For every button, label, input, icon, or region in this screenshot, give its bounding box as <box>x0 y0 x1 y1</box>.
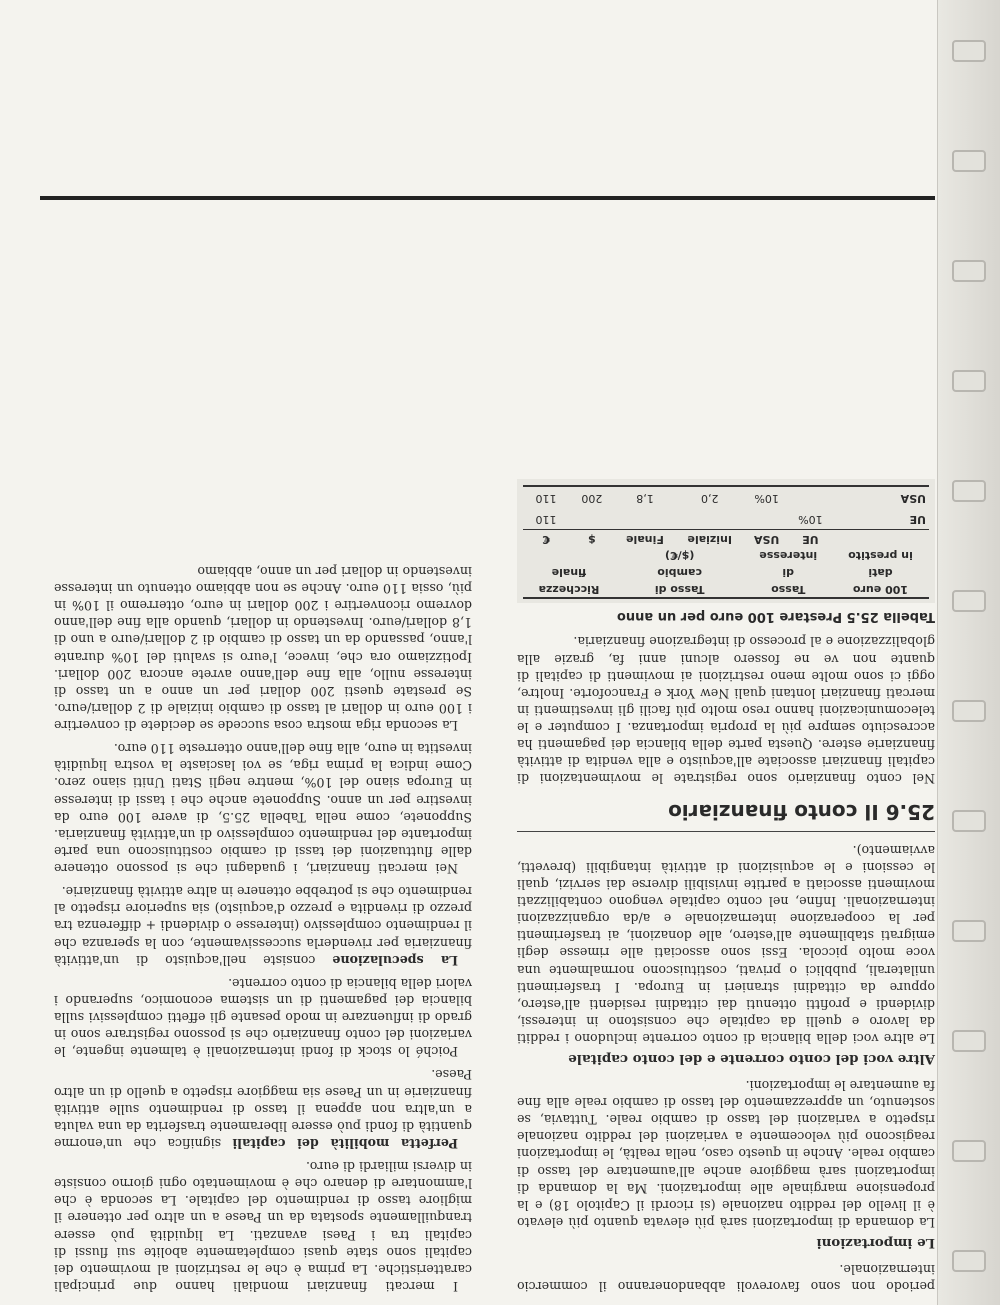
binder-hole <box>952 150 986 172</box>
table-header: finale <box>551 566 587 579</box>
right-column <box>54 557 472 1295</box>
binder-hole <box>952 480 986 502</box>
table-header: di <box>782 566 795 579</box>
paragraph-top-left: periodo non sono favorevoli abbandoneranno il commercio internazionale. <box>517 1261 935 1294</box>
binder-hole <box>952 920 986 942</box>
paragraph-perfetta-mobilita <box>54 1066 472 1152</box>
table-subheader: USA <box>744 530 788 547</box>
table-header: Tasso di <box>615 580 745 598</box>
binder-hole <box>952 1030 986 1052</box>
paragraph-speculazione <box>54 883 472 969</box>
definition-text: consiste nell'acquisto di un'attività finanziaria per rivenderla successivamente, con la speranza che il rendimento complessivo (interesse o dividendi + differenza tra prezzo di rivendita e prezzo d'acquisto) sia superiore rispetto al rendimento che si potrebbe ottenere in altre attività finanziarie. <box>54 884 472 968</box>
table-cell <box>675 508 744 529</box>
table-cell <box>789 486 832 508</box>
table-cell: 10% <box>798 513 823 527</box>
table-cell <box>569 508 615 529</box>
table-cell: 200 <box>569 486 615 508</box>
table-subheader <box>832 530 929 547</box>
rotated-book-page <box>40 10 935 1295</box>
paragraph-poiche: Poiché lo stock di fondi internazionali è talmente ingente, le variazioni del conto finanziario che si possono registrare sono in grado di influenzare in modo pesante gli effetti complessivi sulla bilancia dei pagamenti di un sistema economico, superando i valori della bilancia di conto corrente. <box>54 975 472 1060</box>
table-row <box>523 508 929 529</box>
paragraph-altre-voci: Le altre voci della bilancia di conto corrente includono i redditi da lavoro e quelli da capitale che consistono in interessi, dividendi e profitti ottenuti dai cittadini residenti all'estero, oppure da cittadini stranieri in Europa. I trasferimenti unilaterali, pubblici o privati, costituiscono normalmente una voce molto piccola. Essi sono associati alle rimesse degli emigrati stabilmente all'estero, alle donazioni, ai trasferimenti per la cooperazione internazionale e a/da organizzazioni internazionali. Infine, nel conto capitale vengono contabilizzati movimenti associati a partite invisibili diverse dai servizi, quali le cessioni e le acquisizioni di attività intangibili (brevetti, avviamento). <box>517 842 935 1047</box>
binder-hole <box>952 370 986 392</box>
paragraph-mercati-mondiali: I mercati finanziari mondiali hanno due principali caratteristiche. La prima è che le restrizioni al movimento dei capitali sono state quasi completamente abolite sui flussi di capitali tra i Paesi avanzati. La liquidità può essere tranquillamente spostata da un Paese a un altro per ottenere il migliore tasso di rendimento del capitale. La seconda è che l'ammontare di denaro che è movimentato ogni giorno consiste in diversi miliardi di euro. <box>54 1159 472 1294</box>
table-title: Tabella 25.5 Prestare 100 euro per un anno <box>616 609 935 625</box>
term-perfetta-mobilita: Perfetta mobilità dei capitali <box>232 1136 458 1151</box>
heading-conto-finanziario: 25.6 Il conto finanziario <box>668 799 935 824</box>
table-header: interesse <box>759 549 818 563</box>
table-header: Ricchezza <box>523 580 615 598</box>
binder-hole <box>952 700 986 722</box>
paragraph-mercati-finanziari: Nei mercati finanziari, i guadagni che si possono ottenere dalle fluttuazioni dei tassi di cambio costituiscono una parte importante del rendimento complessivo di un'attività finanziaria. Supponete, come nella Tabella 25.5, di avere 100 euro da investire per un anno. Supponete anche che i tassi di interesse in Europa siano del 10%, mentre negli Stati Uniti siano zero. Come indica la prima riga, se voi lasciaste la vostra liquidità investita in euro, alla fine dell'anno otterreste 110 euro. <box>54 741 472 877</box>
table-cell: 10% <box>744 486 788 508</box>
lending-table <box>523 485 929 598</box>
paragraph-importazioni: La domanda di importazioni sarà più elevata quanto più elevato è il livello del reddito nazionale (si ricordi il Capitolo 18) e la propensione marginale alle importazioni. Ma la domanda di importazioni sarà maggiore anche all'aumentare del tasso di cambio reale. Anche in questo caso, nella realtà, le importazioni reagiscono più velocemente a variazioni del reddito nazionale rispetto a variazioni del tasso di cambio reale. Tuttavia, se sostenuto, un apprezzamento del tasso di cambio reale alla fine fa aumentare le importazioni. <box>517 1078 935 1230</box>
paragraph-conto-finanziario: Nel conto finanziario sono registrate le movimentazioni di capitali finanziari associate all'acquisto e alla vendita di attività finanziarie estere. Questa parte della bilancia dei pagamenti ha accresciuto sempre più la propria importanza. I computer e le telecomunicazioni hanno reso molto più facili gli investimenti in mercati finanziari lontani quali New York e Francoforte. Inoltre, oggi ci sono molte meno restrizioni ai movimenti di capitali di quante non ve ne fossero alcuni anni fa, grazie alla globalizzazione e al processo di integrazione finanziaria. <box>517 634 935 787</box>
definition-text: significa che un'enorme quantità di fondi può essere liberamente trasferita da una valuta a un'altra non appena il tasso di rendimento sulle attività finanziarie in un Paese sia maggiore rispetto a quello di un altro Paese. <box>54 1067 472 1151</box>
table-subheader: UE <box>789 530 832 547</box>
table-header: 100 euro <box>832 580 929 598</box>
table-subheader: $ <box>569 530 615 547</box>
paragraph-seconda-riga: La seconda riga mostra cosa succede se decidete di convertire i 100 euro in dollari al tasso di cambio iniziale di 2 dollari/euro. Se prestate questi 200 dollari per un anno a un tasso di interesse nullo, alla fine dell'anno avrete ancora 200 dollari. Ipotizziamo ora che, invece, l'euro si svaluti del 10% durante l'anno, passando da un tasso di cambio di 2 dollari/euro a uno di 1,8 dollari/euro. Investendo in dollari, quando alla fine dell'anno dovremo riconvertire i 200 dollari in euro, otterremo il 10% in più, ossia 110 euro. Anche se non abbiamo ottenuto un interesse investendo in dollari per un anno, abbiamo <box>54 564 472 734</box>
heading-altre-voci: Altre voci del conto corrente e del conto capitale <box>568 1050 935 1067</box>
term-speculazione: La speculazione <box>332 952 458 968</box>
binder-edge <box>937 0 1000 1305</box>
section-rule <box>517 831 935 832</box>
table-header: dati <box>868 566 893 579</box>
binder-hole <box>952 260 986 282</box>
left-column <box>517 479 935 1295</box>
table-header: ($/€) <box>664 549 695 563</box>
table-cell: 1,8 <box>615 486 675 508</box>
table-box <box>517 479 935 602</box>
table-row <box>523 486 929 508</box>
table-subheader: € <box>523 530 569 547</box>
table-cell: 110 <box>523 486 569 508</box>
table-header: Tasso <box>744 580 832 598</box>
table-subheader: Iniziale <box>675 530 744 547</box>
binder-hole <box>952 590 986 612</box>
table-cell: 110 <box>535 513 557 527</box>
table-cell <box>615 508 675 529</box>
table-header: in prestito <box>848 549 913 563</box>
table-cell <box>744 508 788 529</box>
page-bottom-rule <box>40 196 935 200</box>
heading-importazioni: Le importazioni <box>816 1234 935 1251</box>
table-header <box>523 547 615 564</box>
table-row-label: UE <box>909 513 926 527</box>
binder-hole <box>952 40 986 62</box>
binder-hole <box>952 1250 986 1272</box>
table-subheader: Finale <box>615 530 675 547</box>
table-row-label: USA <box>832 486 929 508</box>
table-header: cambio <box>657 566 702 579</box>
binder-hole <box>952 1140 986 1162</box>
table-cell: 2,0 <box>675 486 744 508</box>
binder-hole <box>952 810 986 832</box>
